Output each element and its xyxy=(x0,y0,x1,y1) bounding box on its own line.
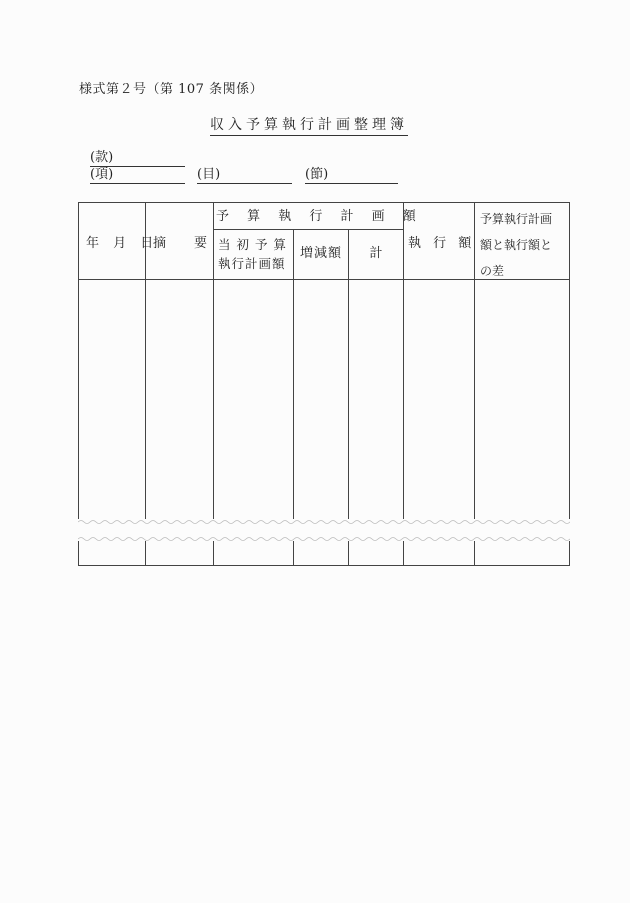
column-date: 年 月 日 xyxy=(86,236,159,251)
column-difference-line2: 額と執行額と xyxy=(480,238,553,252)
column-summary: 摘 要 xyxy=(153,236,207,251)
column-total: 計 xyxy=(369,246,383,261)
column-change: 増減額 xyxy=(299,246,342,261)
column-group-budget-plan: 予 算 執 行 計 画 額 xyxy=(216,209,423,224)
field-kan: (款) xyxy=(90,150,185,167)
column-initial-plan-line1: 当 初 予 算 xyxy=(218,237,287,252)
column-difference xyxy=(480,206,566,284)
column-initial-plan xyxy=(218,235,292,273)
field-moku: (目) xyxy=(197,167,292,184)
ledger-table xyxy=(78,202,570,566)
column-execution: 執 行 額 xyxy=(408,236,476,251)
field-setsu: (節) xyxy=(305,167,398,184)
field-kou: (項) xyxy=(90,167,185,184)
column-initial-plan-line2: 執行計画額 xyxy=(218,256,286,271)
form-number: 様式第２号（第 107 条関係） xyxy=(79,82,264,97)
column-difference-line3: の差 xyxy=(480,264,505,278)
document-title: 収入予算執行計画整理簿 xyxy=(210,116,408,136)
column-difference-line1: 予算執行計画 xyxy=(480,212,553,226)
